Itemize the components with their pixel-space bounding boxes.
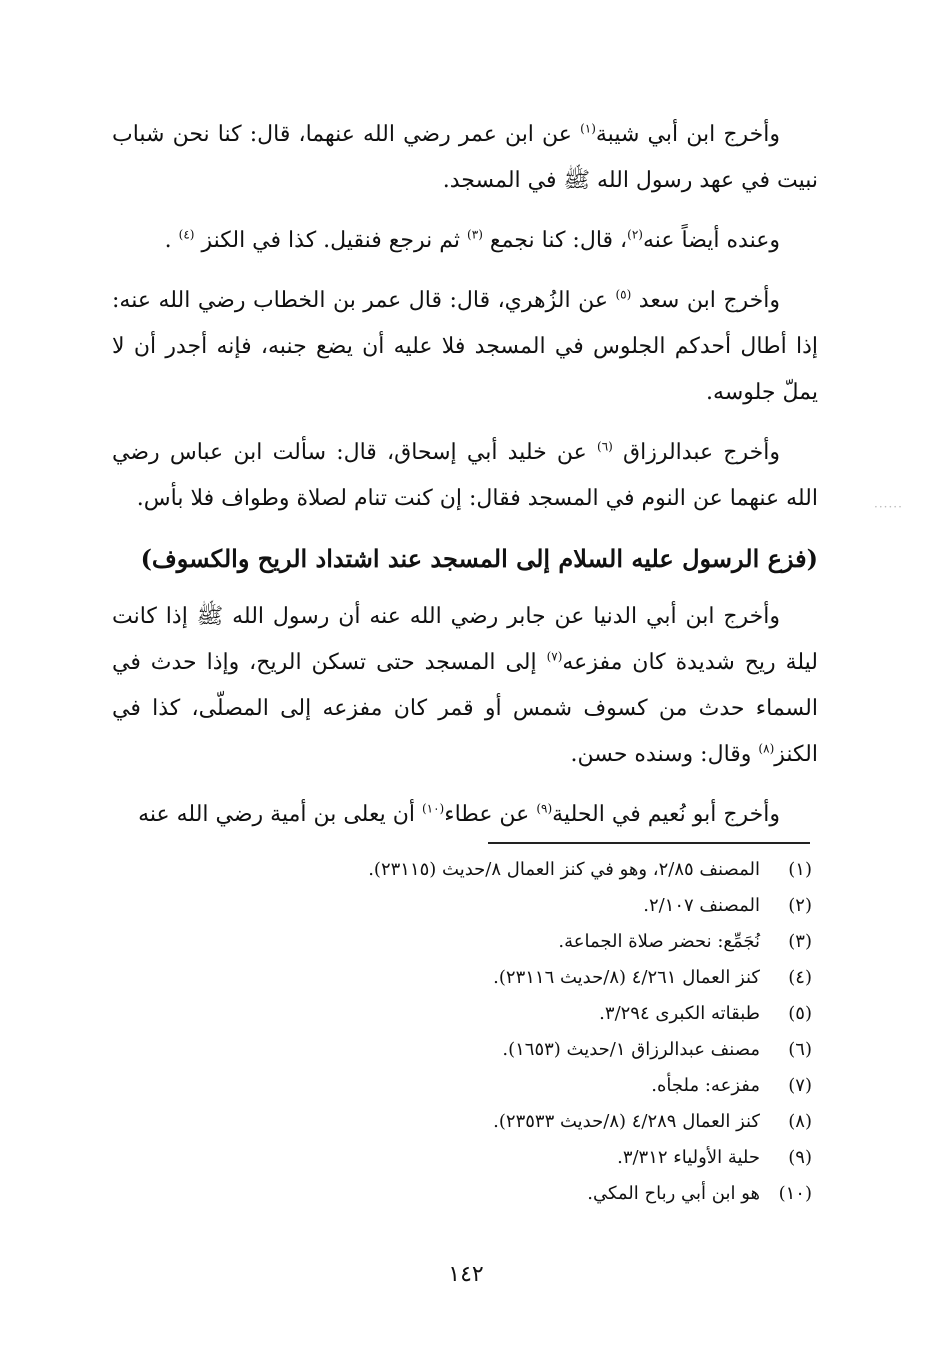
footnote-9: (٩) حلية الأولياء ٣/٣١٢. <box>617 1147 812 1168</box>
footnote-ref-7: (٧) <box>546 649 563 664</box>
footnote-ref-10: (١٠) <box>421 801 445 816</box>
footnote-4: (٤) كنز العمال ٤/٢٦١ (٨/حديث ٢٣١١٦). <box>493 967 812 988</box>
paragraph-1: وأخرج ابن أبي شيبة$^{(١)}$ عن ابن عمر رضي الله عنهما، قال: كنا نحن شباب نبيت في عهد رسول الله ﷺ في المسجد. <box>112 121 818 193</box>
footnote-ref-5: (٥) <box>615 287 632 302</box>
main-text <box>112 112 818 852</box>
footnote-6: (٦) مصنف عبدالرزاق ١/حديث (١٦٥٣). <box>502 1039 812 1060</box>
footnote-ref-8: (٨) <box>758 741 775 756</box>
paragraph-4: وأخرج عبدالرزاق $^{(٦)}$ عن خليد أبي إسحاق، قال: سألت ابن عباس رضي الله عنهما عن النوم في المسجد فقال: إن كنت تنام لصلاة وطواف فلا بأس. <box>112 439 818 511</box>
footnote-ref-3: (٣) <box>467 227 483 242</box>
footnote-separator <box>488 842 810 844</box>
paragraph-3: وأخرج ابن سعد $^{(٥)}$ عن الزُهري، قال: قال عمر بن الخطاب رضي الله عنه: إذا أطال أحدكم الجلوس في المسجد فلا عليه أن يضع جنبه، فإنه أجدر أن لا يملّ جلوسه. <box>112 287 818 405</box>
footnote-ref-2: (٢) <box>627 227 643 242</box>
paragraph-5: وأخرج ابن أبي الدنيا عن جابر رضي الله عنه أن رسول الله ﷺ إذا كانت ليلة ريح شديدة كان مفزعه$^{(٧)}$ إلى المسجد حتى تسكن الريح، وإذا حدث في السماء حدث من كسوف شمس أو قمر كان مفزعه إلى المصلّى، كذا في الكنز$^{(٨)}$ وقال: وسنده حسن. <box>112 604 819 767</box>
footnote-1: (١) المصنف ٢/٨٥، وهو في كنز العمال ٨/حديث (٢٣١١٥). <box>368 859 812 880</box>
footnotes <box>272 852 812 1212</box>
footnote-2: (٢) المصنف ٢/١٠٧. <box>643 895 812 916</box>
footnote-ref-4: (٤) <box>178 227 195 242</box>
footnote-ref-6: (٦) <box>597 439 613 454</box>
paragraph-2: وعنده أيضاً عنه$^{(٢)}$، قال: كنا نجمع $^{(٣)}$ ثم نرجع فنقيل. كذا في الكنز $^{(٤)}$ . <box>164 227 780 253</box>
footnote-8: (٨) كنز العمال ٤/٢٨٩ (٨/حديث ٢٣٥٣٣). <box>493 1111 812 1132</box>
footnote-10: (١٠) هو ابن أبي رباح المكي. <box>587 1183 812 1204</box>
margin-mark: ······ <box>874 500 903 514</box>
section-heading: (فزع الرسول عليه السلام إلى المسجد عند اشتداد الريح والكسوف) <box>140 544 818 573</box>
paragraph-6: وأخرج أبو نُعيم في الحلية$^{(٩)}$ عن عطاء$^{(١٠)}$ أن يعلى بن أمية رضي الله عنه <box>138 801 780 827</box>
footnote-ref-9: (٩) <box>536 801 553 816</box>
footnote-ref-1: (١) <box>580 121 596 136</box>
footnote-7: (٧) مفزعه: ملجأه. <box>651 1075 812 1096</box>
footnote-3: (٣) نُجَمِّع: نحضر صلاة الجماعة. <box>558 931 812 952</box>
footnote-5: (٥) طبقاته الكبرى ٣/٢٩٤. <box>599 1003 812 1024</box>
page-number: ١٤٢ <box>448 1262 484 1287</box>
